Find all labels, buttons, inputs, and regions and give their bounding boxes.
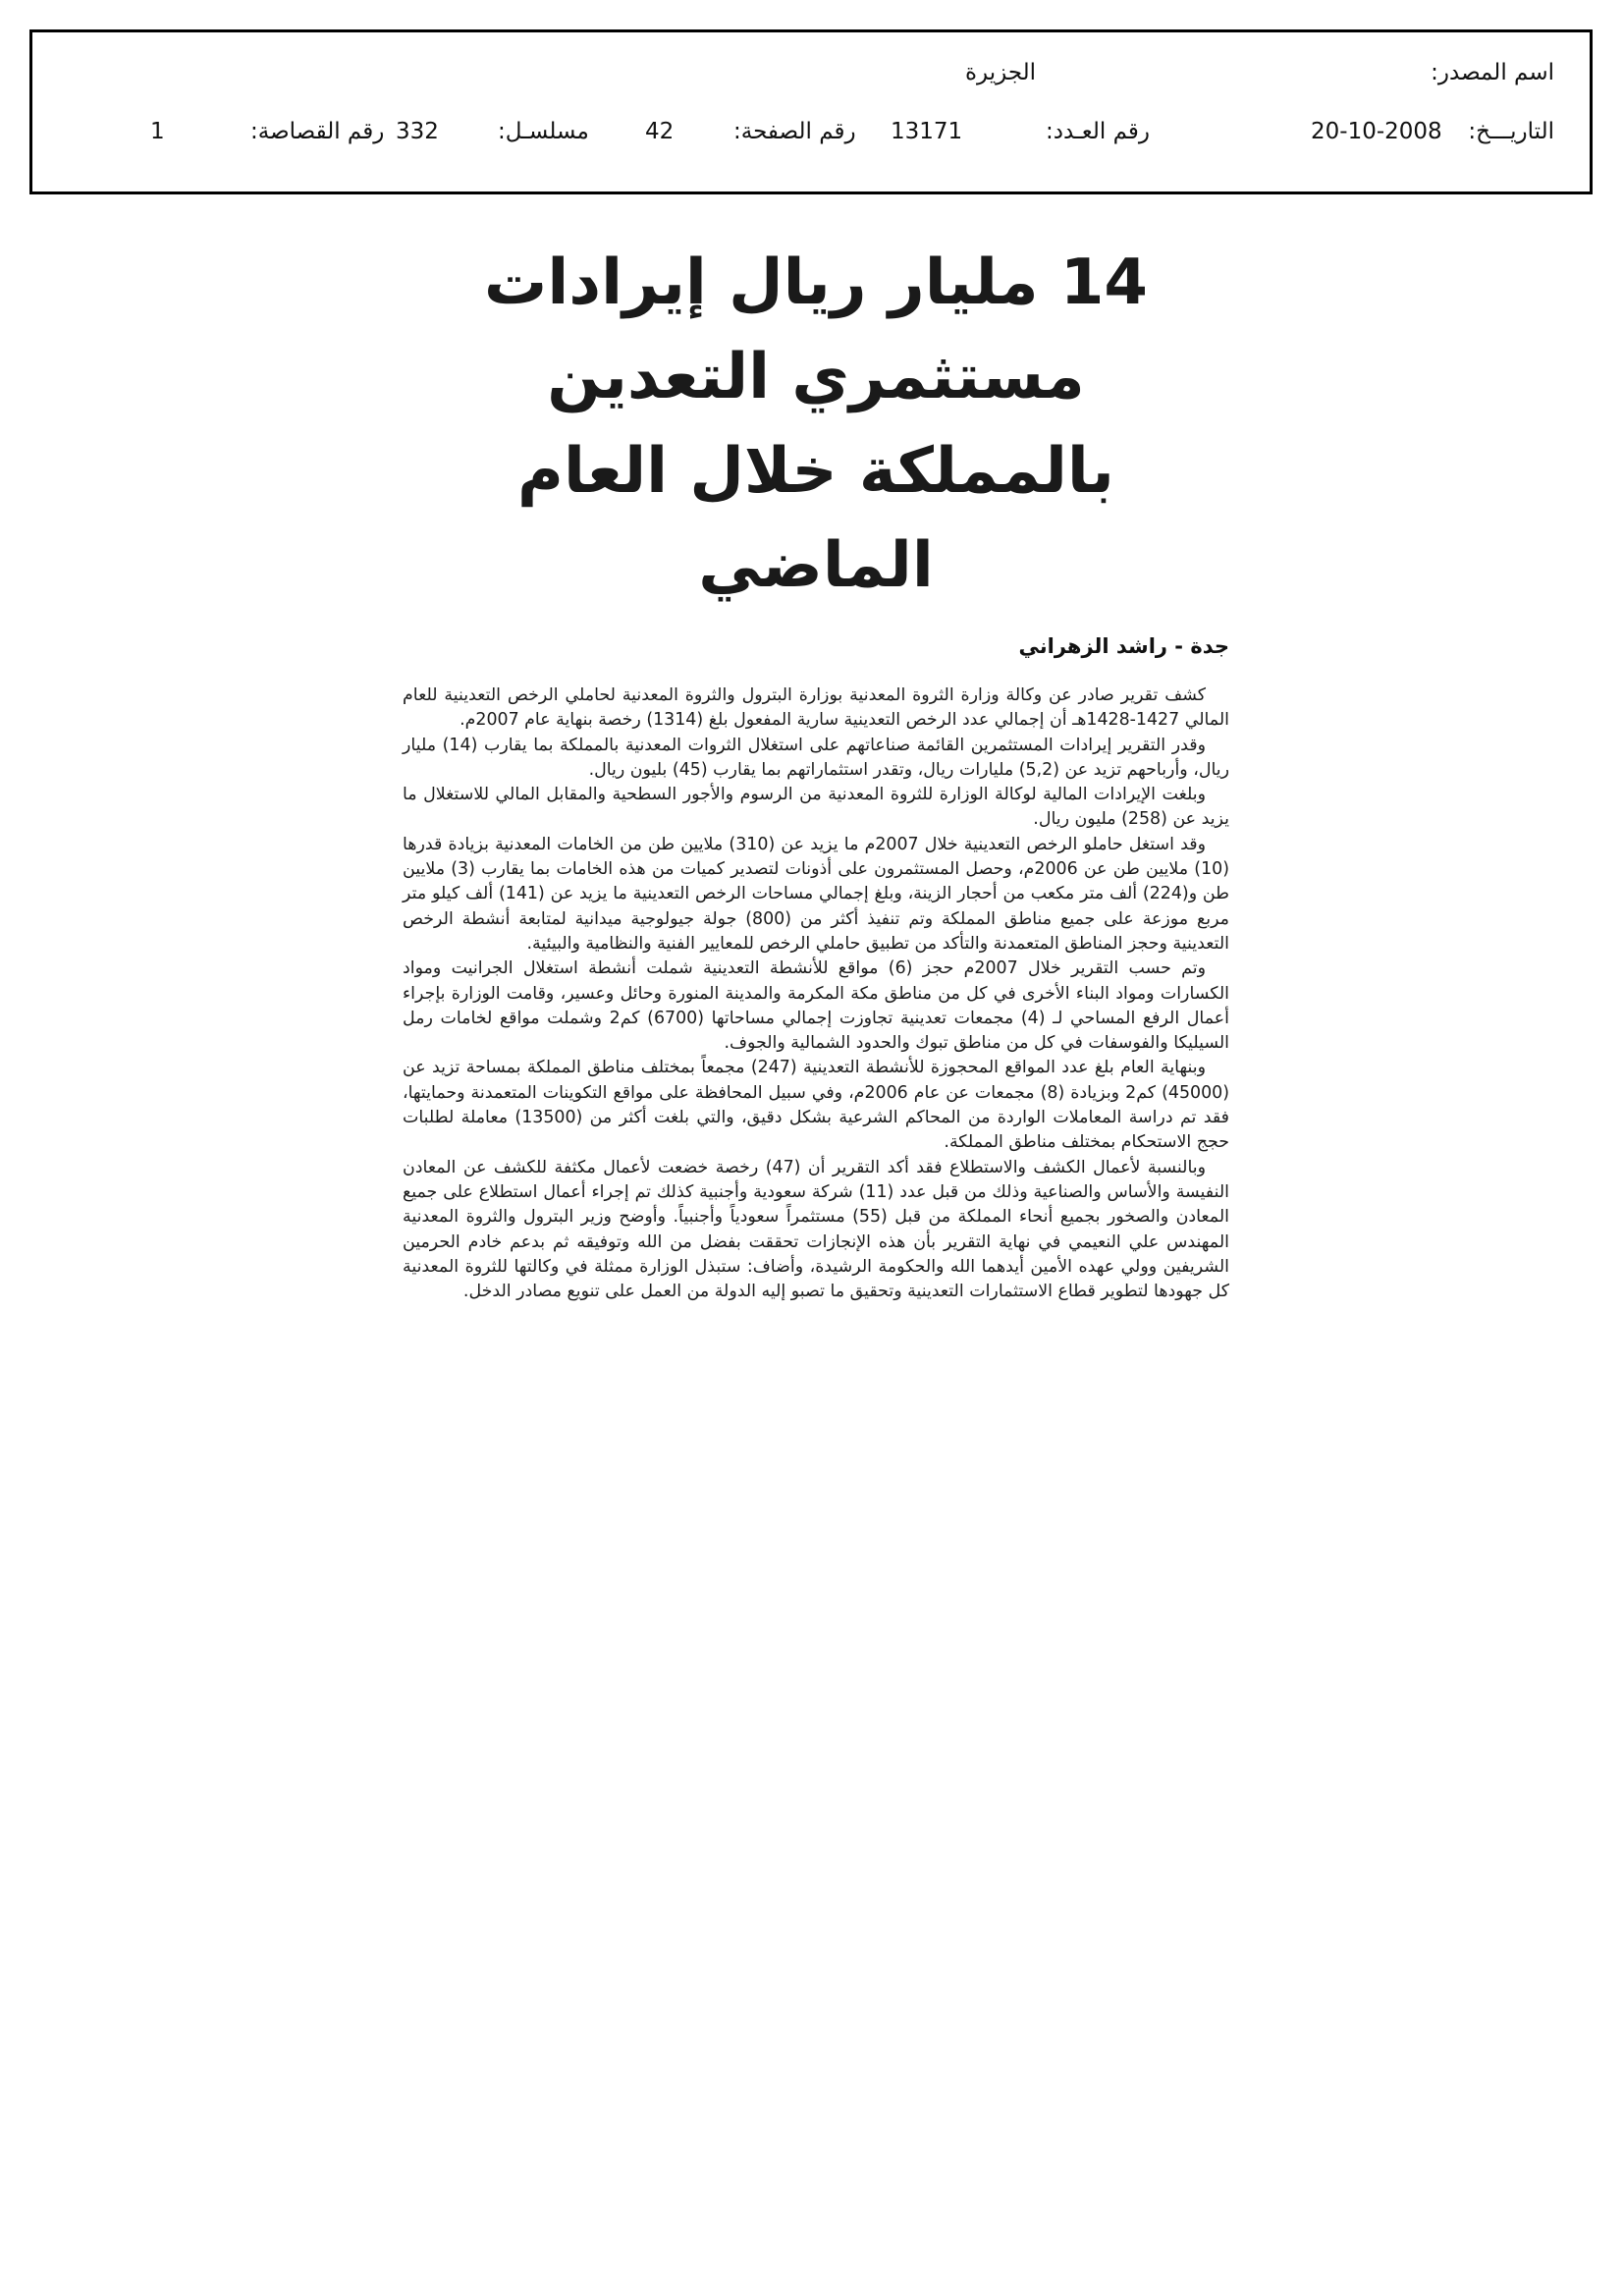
serial-label: مسلسـل: (498, 119, 589, 144)
source-label: اسم المصدر: (1431, 60, 1554, 85)
issue-label: رقم العـدد: (1046, 119, 1151, 144)
article-clipping (403, 236, 1229, 1304)
issue-value: 13171 (891, 119, 963, 144)
article-byline: جدة - راشد الزهراني (1018, 634, 1229, 658)
clip-label: رقم القصاصة: (250, 119, 385, 144)
article-paragraph: كشف تقرير صادر عن وكالة وزارة الثروة المعدنية بوزارة البترول والثروة المعدنية لحاملي الرخص التعدينية للعام المالي 1427-1428هـ أن إجمالي عدد الرخص التعدينية سارية المفعول بلغ (1314) رخصة بنهاية عام 2007م. (403, 685, 1229, 731)
clip-value: 1 (150, 119, 165, 144)
date-label: التاريـــخ: (1468, 119, 1554, 144)
article-paragraph: وقد استغل حاملو الرخص التعدينية خلال 2007م ما يزيد عن (310) ملايين طن من الخامات المعدنية بزيادة قدرها (10) ملايين طن عن 2006م، وحصل المستثمرون على أذونات لتصدير كميات من هذه الخامات بما يقارب (3) ملايين طن و(224) ألف متر مكعب من أحجار الزينة، وبلغ إجمالي مساحات الرخص التعدينية ما يزيد عن (141) ألف كيلو متر مربع موزعة على جميع مناطق المملكة وتم تنفيذ أكثر من (800) جولة جيولوجية ميدانية لمتابعة أنشطة الرخص التعدينية وحجز المناطق المتعمدنة والتأكد من تطبيق حاملي الرخص للمعايير الفنية والنظامية والبيئية. (403, 834, 1229, 954)
clipping-info-box (29, 29, 1593, 194)
source-value: الجزيرة (965, 60, 1037, 85)
article-paragraph: وبلغت الإيرادات المالية لوكالة الوزارة للثروة المعدنية من الرسوم والأجور السطحية والمقابل المالي للاستغلال ما يزيد عن (258) مليون ريال. (403, 785, 1229, 830)
headline-line-2: بالمملكة خلال العام الماضي (517, 435, 1114, 602)
article-body (403, 683, 1229, 1304)
serial-value: 332 (396, 119, 439, 144)
article-paragraph: وتم حسب التقرير خلال 2007م حجز (6) مواقع للأنشطة التعدينية شملت أنشطة استغلال الجرانيت ومواد الكسارات ومواد البناء الأخرى في كل من مناطق مكة المكرمة والمدينة المنورة وحائل وعسير، وقامت الوزارة بإجراء أعمال الرفع المساحي لـ (4) مجمعات تعدينية تجاوزت إجمالي مساحاتها (6700) كم2 وشملت مواقع لخامات رمل السيليكا والفوسفات في كل من مناطق تبوك والحدود الشمالية والجوف. (403, 958, 1229, 1054)
page-label: رقم الصفحة: (733, 119, 856, 144)
article-paragraph: وبنهاية العام بلغ عدد المواقع المحجوزة للأنشطة التعدينية (247) مجمعاً بمختلف مناطق المملكة بمساحة تزيد عن (45000) كم2 وبزيادة (8) مجمعات عن عام 2006م، وفي سبيل المحافظة على مواقع التكوينات المتعمدنة وحمايتها، فقد تم دراسة المعاملات الواردة من المحاكم الشرعية بشكل دقيق، والتي بلغت أكثر من (13500) معاملة لطلبات حجج الاستحكام بمختلف مناطق المملكة. (403, 1058, 1230, 1153)
headline-line-1: 14 مليار ريال إيرادات مستثمري التعدين (484, 246, 1148, 413)
article-paragraph: وقدر التقرير إيرادات المستثمرين القائمة صناعاتهم على استغلال الثروات المعدنية بالمملكة بما يقارب (14) مليار ريال، وأرباحهم تزيد عن (5,2) مليارات ريال، وتقدر استثماراتهم بما يقارب (45) بليون ريال. (403, 735, 1229, 780)
page-value: 42 (645, 119, 675, 144)
article-paragraph: وبالنسبة لأعمال الكشف والاستطلاع فقد أكد التقرير أن (47) رخصة خضعت لأعمال مكثفة للكشف عن المعادن النفيسة والأساس والصناعية وذلك من قبل عدد (11) شركة سعودية وأجنبية كذلك تم إجراء أعمال استطلاع على جميع المعادن والصخور بجميع أنحاء المملكة من قبل (55) مستثمراً سعودياً وأجنبياً. وأوضح وزير البترول والثروة المعدنية المهندس علي النعيمي في نهاية التقرير بأن هذه الإنجازات تحققت بفضل من الله وتوفيقه ثم بدعم خادم الحرمين الشريفين وولي عهده الأمين أيدهما الله والحكومة الرشيدة، وأضاف: ستبذل الوزارة ممثلة في وكالتها للثروة المعدنية كل جهودها لتطوير قطاع الاستثمارات التعدينية وتحقيق ما تصبو إليه الدولة من العمل على تنويع مصادر الدخل. (403, 1157, 1229, 1302)
date-value: 20-10-2008 (1311, 119, 1442, 144)
article-headline (403, 236, 1229, 613)
